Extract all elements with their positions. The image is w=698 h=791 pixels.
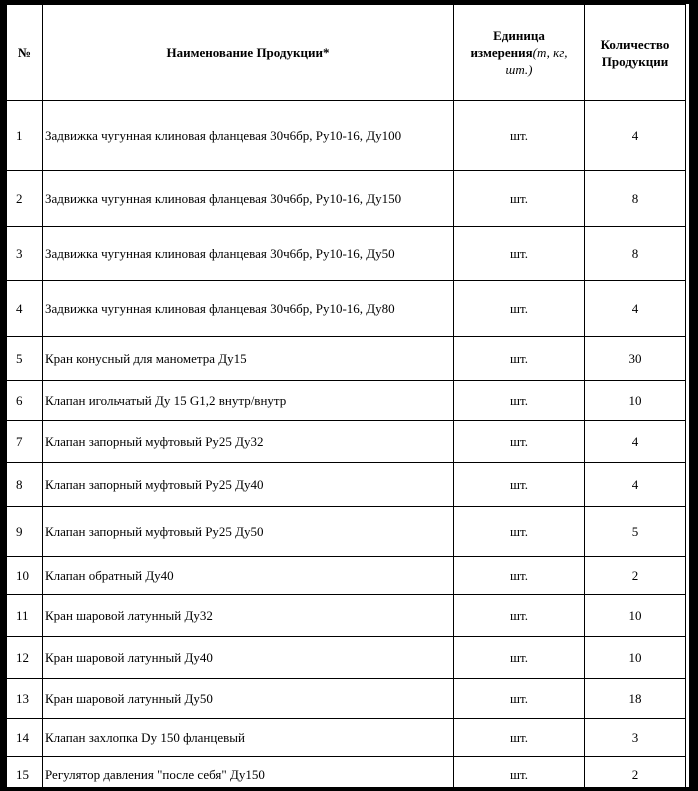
row-number: 9 bbox=[7, 507, 43, 557]
row-product-name: Клапан запорный муфтовый Ру25 Ду50 bbox=[43, 507, 454, 557]
row-unit: шт. bbox=[454, 507, 585, 557]
table-row bbox=[7, 381, 686, 421]
table-row bbox=[7, 757, 686, 791]
row-product-name: Кран шаровой латунный Ду40 bbox=[43, 637, 454, 679]
row-quantity: 8 bbox=[585, 171, 686, 227]
row-number: 8 bbox=[7, 463, 43, 507]
row-number: 1 bbox=[7, 101, 43, 171]
row-unit: шт. bbox=[454, 227, 585, 281]
row-quantity: 4 bbox=[585, 421, 686, 463]
row-product-name: Кран конусный для манометра Ду15 bbox=[43, 337, 454, 381]
row-quantity: 10 bbox=[585, 595, 686, 637]
row-unit: шт. bbox=[454, 421, 585, 463]
row-quantity: 8 bbox=[585, 227, 686, 281]
row-product-name: Клапан запорный муфтовый Ру25 Ду40 bbox=[43, 463, 454, 507]
row-unit: шт. bbox=[454, 463, 585, 507]
table-header-row bbox=[7, 5, 686, 101]
table-row bbox=[7, 421, 686, 463]
row-unit: шт. bbox=[454, 337, 585, 381]
row-product-name: Клапан обратный Ду40 bbox=[43, 557, 454, 595]
row-quantity: 2 bbox=[585, 757, 686, 791]
row-number: 13 bbox=[7, 679, 43, 719]
table-row bbox=[7, 337, 686, 381]
header-unit-label: Единица измерения bbox=[470, 28, 545, 60]
row-unit: шт. bbox=[454, 101, 585, 171]
row-number: 14 bbox=[7, 719, 43, 757]
row-number: 15 bbox=[7, 757, 43, 791]
row-number: 11 bbox=[7, 595, 43, 637]
row-number: 5 bbox=[7, 337, 43, 381]
row-quantity: 4 bbox=[585, 463, 686, 507]
row-product-name: Клапан запорный муфтовый Ру25 Ду32 bbox=[43, 421, 454, 463]
row-product-name: Задвижка чугунная клиновая фланцевая 30ч6бр, Ру10-16, Ду50 bbox=[43, 227, 454, 281]
row-quantity: 18 bbox=[585, 679, 686, 719]
table-row bbox=[7, 507, 686, 557]
table-row bbox=[7, 227, 686, 281]
header-unit-examples: (т, кг, шт.) bbox=[505, 45, 568, 77]
table-row bbox=[7, 463, 686, 507]
row-unit: шт. bbox=[454, 679, 585, 719]
row-quantity: 3 bbox=[585, 719, 686, 757]
header-number: № bbox=[7, 5, 43, 101]
table-row bbox=[7, 101, 686, 171]
table-row bbox=[7, 557, 686, 595]
table-row bbox=[7, 281, 686, 337]
row-unit: шт. bbox=[454, 557, 585, 595]
row-unit: шт. bbox=[454, 757, 585, 791]
table-row bbox=[7, 637, 686, 679]
row-unit: шт. bbox=[454, 595, 585, 637]
row-number: 6 bbox=[7, 381, 43, 421]
row-number: 3 bbox=[7, 227, 43, 281]
row-number: 7 bbox=[7, 421, 43, 463]
row-unit: шт. bbox=[454, 381, 585, 421]
row-number: 10 bbox=[7, 557, 43, 595]
table-row bbox=[7, 171, 686, 227]
table-row bbox=[7, 719, 686, 757]
row-product-name: Задвижка чугунная клиновая фланцевая 30ч6бр, Ру10-16, Ду150 bbox=[43, 171, 454, 227]
product-table bbox=[6, 4, 686, 791]
row-product-name: Клапан игольчатый Ду 15 G1,2 внутр/внутр bbox=[43, 381, 454, 421]
row-product-name: Кран шаровой латунный Ду50 bbox=[43, 679, 454, 719]
table-row bbox=[7, 679, 686, 719]
header-product-name: Наименование Продукции* bbox=[43, 5, 454, 101]
row-quantity: 30 bbox=[585, 337, 686, 381]
row-number: 2 bbox=[7, 171, 43, 227]
row-product-name: Задвижка чугунная клиновая фланцевая 30ч6бр, Ру10-16, Ду80 bbox=[43, 281, 454, 337]
row-quantity: 4 bbox=[585, 281, 686, 337]
row-unit: шт. bbox=[454, 719, 585, 757]
header-quantity: Количество Продукции bbox=[585, 5, 686, 101]
row-unit: шт. bbox=[454, 171, 585, 227]
row-unit: шт. bbox=[454, 281, 585, 337]
row-quantity: 5 bbox=[585, 507, 686, 557]
row-quantity: 4 bbox=[585, 101, 686, 171]
row-product-name: Задвижка чугунная клиновая фланцевая 30ч6бр, Ру10-16, Ду100 bbox=[43, 101, 454, 171]
row-quantity: 2 bbox=[585, 557, 686, 595]
row-product-name: Кран шаровой латунный Ду32 bbox=[43, 595, 454, 637]
row-product-name: Клапан захлопка Dу 150 фланцевый bbox=[43, 719, 454, 757]
row-unit: шт. bbox=[454, 637, 585, 679]
row-quantity: 10 bbox=[585, 637, 686, 679]
row-number: 12 bbox=[7, 637, 43, 679]
row-quantity: 10 bbox=[585, 381, 686, 421]
row-product-name: Регулятор давления "после себя" Ду150 bbox=[43, 757, 454, 791]
header-unit bbox=[454, 5, 585, 101]
row-number: 4 bbox=[7, 281, 43, 337]
table-row bbox=[7, 595, 686, 637]
